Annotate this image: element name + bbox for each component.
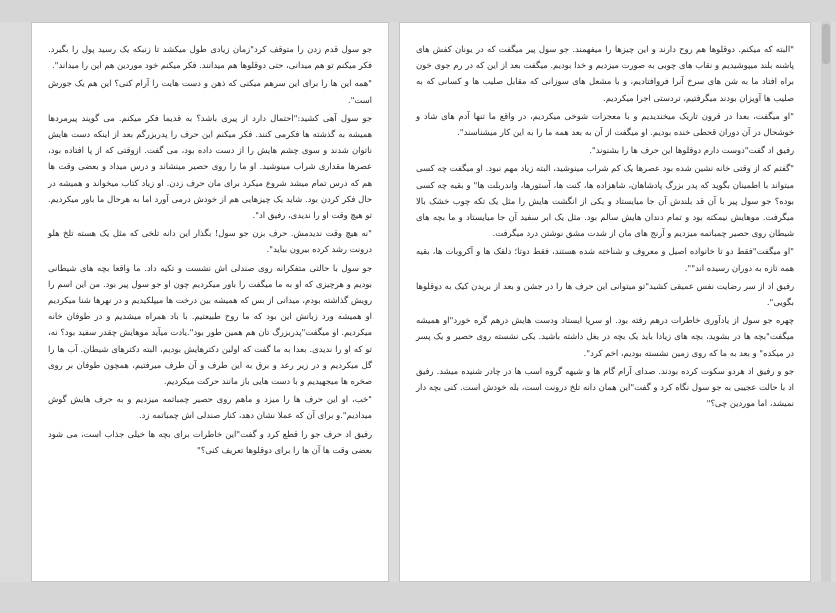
document-page-left bbox=[31, 22, 389, 582]
paragraph: "همه این ها را برای این سرهم میکنی که ذهن و دست هایت را آرام کنی؟ این هم یک جورش است". bbox=[48, 78, 372, 105]
paragraph: "البته که میکنم. دوقلوها هم روح دارند و این چیزها را میفهمند. جو سول پیر میگفت که در یونان کفش های پاشنه بلند میپوشیدیم و نقاب های چوبی به صورت میزدیم و خدا بودیم. میگفت بعد از این که در رم جوی خون براه افتاد ما به شن های سرخ آنرا فروافتادیم، و با مشعل های سوزانی که مقابل صلیب ها و کسانی که به صلیب ها آویزان بودند میگرفتیم، تردستی اجرا میکردیم. bbox=[416, 44, 794, 103]
paragraph: جو سول قدم زدن را متوقف کرد"زمان زیادی طول میکشد تا زنبکه یک رسید پول را بگیرد. فکر میکنم تو هم میدانی، حتی دوقلوها هم میدانند. فکر میکنم خود موردین هم این را میداند". bbox=[48, 44, 372, 71]
paragraph: جو سول آهی کشید:"احتمال دارد از پیری باشد؟ به قدیما فکر میکنم. می گویند پیرمردها همیشه به گذشته ها فکرمی کنند. فکر میکنم این حرف را پدربزرگم بعد از اینکه دست هایش ناتوان شدند و سوی چشم هایش را از دست داده بود، می گفت. ازوقتی که از پا افتاده بود، عصرها مقداری شراب مینوشید. او ما را روی حصیر مینشاند و درس میداد و بعضی وقت ها هم که درس تمام میشد شروع میکرد برای مان حرف زدن. او زیاد کتاب میخواند و همیشه در حال فکر کردن بود. شاید یک چیزهایی هم از خودش درمی آورد اما به هرحال ما باور میکردیم. تو هیچ وقت او را ندیدی، رفیق اد". bbox=[48, 112, 372, 221]
paragraph: "او میگفت"فقط دو تا خانواده اصیل و معروف و شناخته شده هستند، فقط دوتا؛ دلقک ها و آکروبات ها، بقیه همه تازه به دوران رسیده اند"". bbox=[416, 246, 794, 273]
paragraph: "خب، او این حرف ها را میزد و ماهم روی حصیر چمباتمه میزدیم و به حرف هایش گوش میدادیم".و برای آن که عملا نشان دهد، کنار صندلی اش چمباتمه زد. bbox=[48, 394, 372, 421]
page-text-right bbox=[416, 41, 794, 571]
scrollbar-thumb[interactable] bbox=[822, 24, 830, 64]
page-text-left bbox=[48, 41, 372, 571]
top-toolbar-area bbox=[0, 0, 836, 22]
paragraph: رفیق اد گفت"دوست دارم دوقلوها این حرف ها را بشنوند". bbox=[589, 145, 794, 156]
paragraph: "گفتم که از وقتی خانه نشین شده بود عصرها یک کم شراب مینوشید، البته زیاد مهم نبود. او میگفت چه کسی میتواند با اطمینان بگوید که پدر بزرگ پادشاهان، شاهزاده ها، کنت ها، آستورها، واندربلت ها" و بقیه چه کسی بوده؟ جو سول پیر با آن قد بلندش آن جا میایستاد و یکی از انگشت هایش را مثل یک تکه چوب خشک بالا میگرفت. موهایش نیمکته بود و تمام دندان هایش سالم بود. مثل یک ابر سفید آن جا میایستاد و ما بچه های شیطان روی حصیر چمباتمه میزدیم و آرنج های مان از شدت مشق نوشتن درد میگرفت. bbox=[416, 163, 794, 239]
paragraph: رفیق اد حرف جو را قطع کرد و گفت"این خاطرات برای بچه ها خیلی جذاب است، می شود بعضی وقت ها آن ها را برای دوقلوها تعریف کنی؟" bbox=[48, 428, 372, 455]
paragraph: جو و رفیق اد هردو سکوت کرده بودند. صدای آرام گام ها و شیهه گروه اسب ها در چادر شنیده میشد. رفیق اد با حالت عجیبی به جو سول نگاه کرد و گفت"این همان دانه تلخ درونت است، بله خودش است. کنی بچه دار نمیشد، اما موردین چی؟" bbox=[416, 365, 794, 409]
paragraph: "نه هیچ وقت ندیدمش. حرف بزن جو سول! بگذار این دانه تلخی که مثل یک هسته تلخ هلو درونت رشد کرده بیرون بیاید". bbox=[48, 228, 372, 255]
paragraph: جو سول با حالتی متفکرانه روی صندلی اش نشست و تکیه داد. ما واقعا بچه های شیطانی بودیم و هرچیزی که او به ما میگفت را باور میکردیم چون او جو سول پیر بود. من این اسم را رویش گذاشته بودم، میدانی از بس که همیشه بین درخت ها میپلکیدیم و در نهرها شنا میکردیم او همیشه ورد زبانش این بود که ما روح طبیعتیم. با باد همراه میشدیم و در طوفان خانه میکردیم. او میگفت"پدربزرگ تان هم همین طور بود".یادت میآید موهایش چقدر سفید بود؟ نه، تو که او را ندیدی. بعدا به ما گفت که اولین دکترهایش بودیم، البته دکترهای شیطان. آب ها را گل میکردیم و در زیر رعد و برق به این طرف و آن طرف میرفتیم، همچون طوفان بر روی صخره ها میجهیدیم و با دست هایی باز مانند حرکت میکردیم. bbox=[48, 262, 372, 387]
paragraph: "او میگفت، بعدا در قرون تاریک میخندیدیم و با معجزات شوخی میکردیم، در واقع ما تنها آدم های شاد و خوشحال در آن دوران قحطی خنده بودیم. او میگفت از آن به بعد همه ما را به این کار میشناسند". bbox=[416, 110, 794, 138]
vertical-scrollbar[interactable] bbox=[821, 22, 831, 582]
bottom-area bbox=[0, 582, 836, 613]
paragraph: رفیق اد از سر رضایت نفس عمیقی کشید"تو میتوانی این حرف ها را در جشن و بعد از بریدن کیک به دوقلوها بگویی". bbox=[416, 280, 794, 308]
document-page-right bbox=[399, 22, 811, 582]
paragraph: چهره جو سول از یادآوری خاطرات درهم رفته بود. او سرپا ایستاد ودست هایش درهم گره خورد"او همیشه میگفت"بچه ها در بشوید، بچه های زیادا باید یک بچه در بغل داشته باشید. یکی نشسته روی حصیر و یک پسر در میکده" و بعد به ما که روی زمین نشسته بودیم، اخم کرد". bbox=[416, 315, 794, 358]
